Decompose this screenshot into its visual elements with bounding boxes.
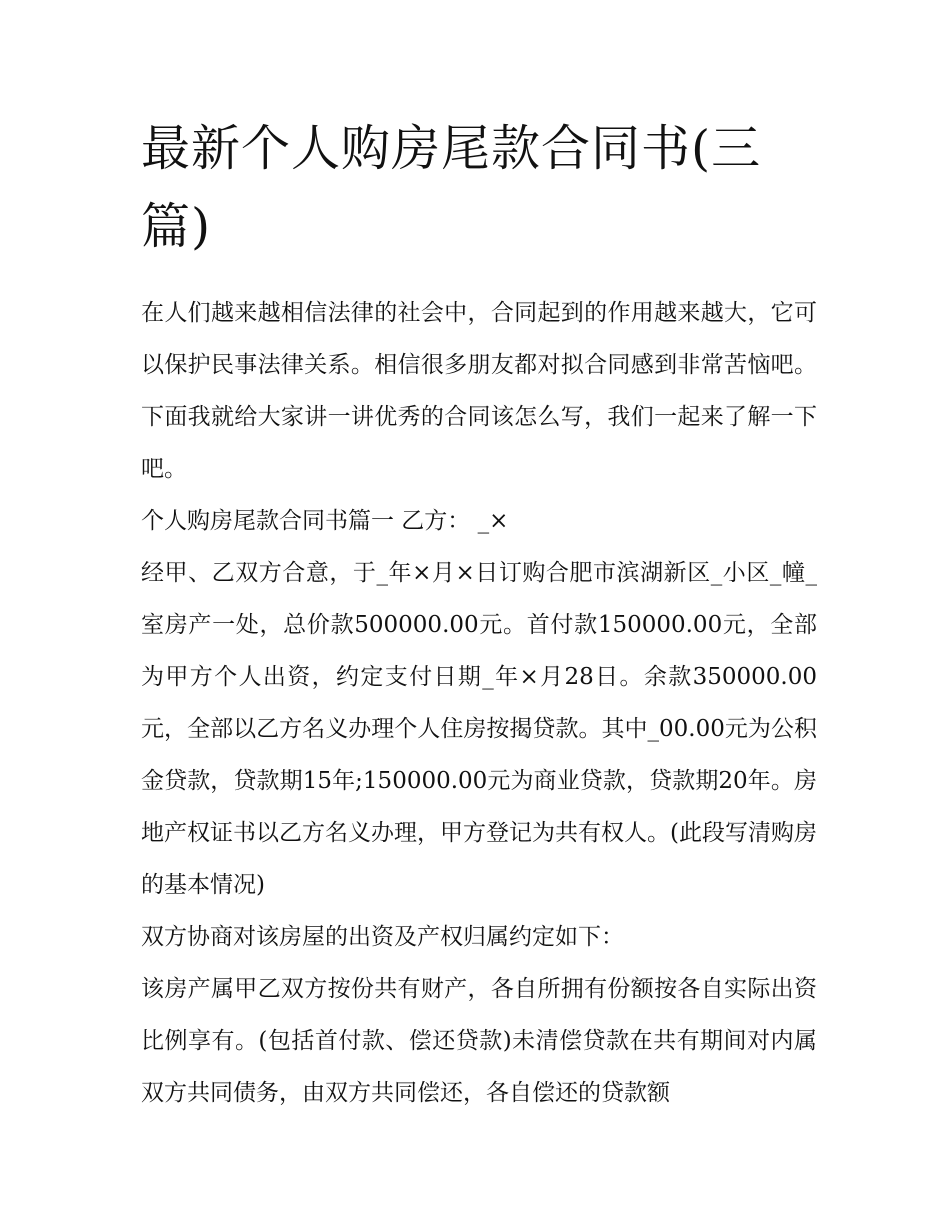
paragraph-purchase-details: 经甲、乙双方合意，于_年×月×日订购合肥市滨湖新区_小区_幢_室房产一处，总价款500000.00元。首付款150000.00元，全部为甲方个人出资，约定支付日期_年×月28日。余款350000.00元，全部以乙方名义办理个人住房按揭贷款。其中_00.00元为公积金贷款，贷款期15年;150000.00元为商业贷款，贷款期20年。房地产权证书以乙方名义办理，甲方登记为共有权人。(此段写清购房的基本情况) [141,560,817,898]
intro-paragraph: 在人们越来越相信法律的社会中，合同起到的作用越来越大，它可以保护民事法律关系。相信很多朋友都对拟合同感到非常苦恼吧。下面我就给大家讲一讲优秀的合同该怎么写，我们一起来了解一下吧。 [141,300,817,482]
document-body [141,110,817,1119]
document-title: 最新个人购房尾款合同书(三篇) [141,120,762,255]
paragraph-contract-heading: 个人购房尾款合同书篇一 乙方： _× [141,508,509,534]
paragraph-ownership-terms: 该房产属甲乙双方按份共有财产，各自所拥有份额按各自实际出资比例享有。(包括首付款、偿还贷款)未清偿贷款在共有期间对内属双方共同债务，由双方共同偿还，各自偿还的贷款额 [141,976,817,1106]
paragraph-agreement-intro: 双方协商对该房屋的出资及产权归属约定如下： [141,924,624,950]
